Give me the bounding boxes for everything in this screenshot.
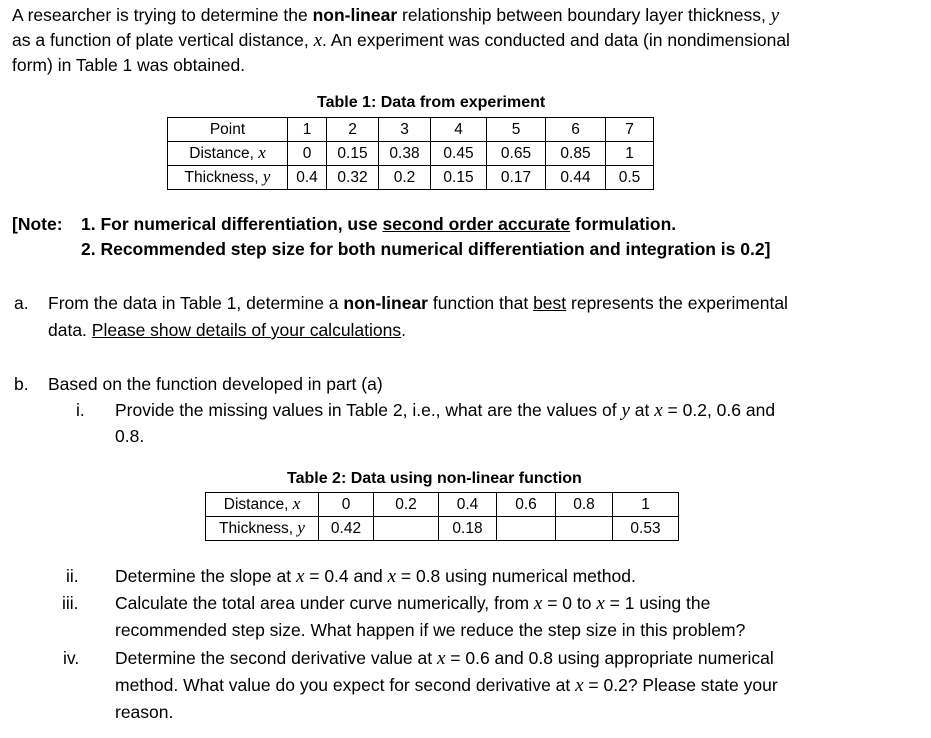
- table1: [167, 117, 654, 190]
- table2-cell-empty[interactable]: [556, 517, 613, 541]
- part-b-ii-marker: ii.: [66, 566, 79, 586]
- table1-cell: 0.38: [379, 142, 431, 166]
- table1-cell: 5: [487, 118, 546, 142]
- part-b-i-line-2: 0.8.: [115, 426, 145, 446]
- table1-cell: 1: [288, 118, 327, 142]
- table2-cell: 0.53: [613, 517, 679, 541]
- intro-text: A researcher is trying to determine the: [12, 5, 313, 25]
- table2-cell: 1: [613, 493, 679, 517]
- table2-row-thickness: [206, 517, 679, 541]
- intro-text: as a function of plate vertical distance,: [12, 30, 314, 50]
- table1-cell: 4: [431, 118, 487, 142]
- part-a-line-1: From the data in Table 1, determine a non-linear function that best represents the experimental: [48, 293, 788, 313]
- table1-cell: 2: [327, 118, 379, 142]
- part-b-iv-line-2: method. What value do you expect for second derivative at x = 0.2? Please state your: [115, 675, 778, 696]
- table1-cell: 0.4: [288, 166, 327, 190]
- table1-cell: 1: [606, 142, 654, 166]
- table1-cell: 7: [606, 118, 654, 142]
- table1-cell: 0.32: [327, 166, 379, 190]
- table2-cell: 0.6: [497, 493, 556, 517]
- table2-row-distance: [206, 493, 679, 517]
- table1-cell: 0.5: [606, 166, 654, 190]
- table1-row-distance: [168, 142, 654, 166]
- table1-cell: 3: [379, 118, 431, 142]
- intro-text: form) in Table 1 was obtained.: [12, 55, 246, 75]
- table1-row-label: Point: [168, 118, 288, 142]
- intro-line-1: [12, 3, 779, 28]
- table1-cell: 0.15: [327, 142, 379, 166]
- variable-x: x: [313, 30, 322, 51]
- table2-row-label: Thickness, y: [206, 517, 319, 541]
- part-b-iii-marker: iii.: [62, 593, 79, 613]
- table1-cell: 0.45: [431, 142, 487, 166]
- note-item-2: 2. Recommended step size for both numerical differentiation and integration is 0.2]: [81, 239, 771, 259]
- table1-row-point: [168, 118, 654, 142]
- table2: [205, 492, 679, 541]
- part-b-intro: Based on the function developed in part (a): [48, 374, 383, 394]
- table1-cell: 6: [546, 118, 606, 142]
- note-prefix: [Note:: [12, 214, 63, 234]
- table1-cell: 0.65: [487, 142, 546, 166]
- note-line-1: [12, 214, 63, 235]
- part-a-line-2: data. Please show details of your calculations.: [48, 320, 407, 340]
- part-b-marker: b.: [14, 374, 29, 394]
- table1-cell: 0.17: [487, 166, 546, 190]
- table1-title: Table 1: Data from experiment: [317, 94, 546, 111]
- intro-text: . An experiment was conducted and data (in nondimensional: [322, 30, 790, 50]
- table2-cell: 0.8: [556, 493, 613, 517]
- part-a-marker: a.: [14, 293, 29, 313]
- table2-cell: 0: [319, 493, 374, 517]
- table1-cell: 0: [288, 142, 327, 166]
- table2-title: Table 2: Data using non-linear function: [287, 470, 582, 487]
- part-b-iv-marker: iv.: [63, 648, 80, 668]
- part-b-i-line-1: Provide the missing values in Table 2, i.e., what are the values of y at x = 0.2, 0.6 and: [115, 400, 776, 421]
- table2-cell: 0.42: [319, 517, 374, 541]
- table1-cell: 0.15: [431, 166, 487, 190]
- part-b-iii-line-1: Calculate the total area under curve numerically, from x = 0 to x = 1 using the: [115, 593, 711, 614]
- table1-cell: 0.2: [379, 166, 431, 190]
- intro-text: relationship between boundary layer thickness,: [397, 5, 771, 25]
- part-b-iv-line-3: reason.: [115, 702, 174, 722]
- intro-line-3: [12, 53, 245, 78]
- part-b-iii-line-2: recommended step size. What happen if we reduce the step size in this problem?: [115, 620, 746, 640]
- table2-cell-empty[interactable]: [374, 517, 439, 541]
- intro-emphasis: non-linear: [312, 5, 398, 25]
- table2-cell-empty[interactable]: [497, 517, 556, 541]
- table2-row-label: Distance, x: [206, 493, 319, 517]
- part-b-i-marker: i.: [76, 400, 85, 420]
- part-b-iv-line-1: Determine the second derivative value at x = 0.6 and 0.8 using appropriate numerical: [115, 648, 774, 669]
- table2-cell: 0.4: [439, 493, 497, 517]
- note-underlined: second order accurate: [382, 214, 571, 234]
- table1-row-label: Distance, x: [168, 142, 288, 166]
- variable-y: y: [770, 5, 780, 26]
- table2-cell: 0.2: [374, 493, 439, 517]
- table1-cell: 0.85: [546, 142, 606, 166]
- table1-row-thickness: [168, 166, 654, 190]
- table2-cell: 0.18: [439, 517, 497, 541]
- table1-cell: 0.44: [546, 166, 606, 190]
- note-item-1: 1. For numerical differentiation, use second order accurate formulation.: [81, 214, 677, 234]
- part-b-ii-line: Determine the slope at x = 0.4 and x = 0.8 using numerical method.: [115, 566, 636, 587]
- intro-line-2: [12, 28, 790, 53]
- table1-row-label: Thickness, y: [168, 166, 288, 190]
